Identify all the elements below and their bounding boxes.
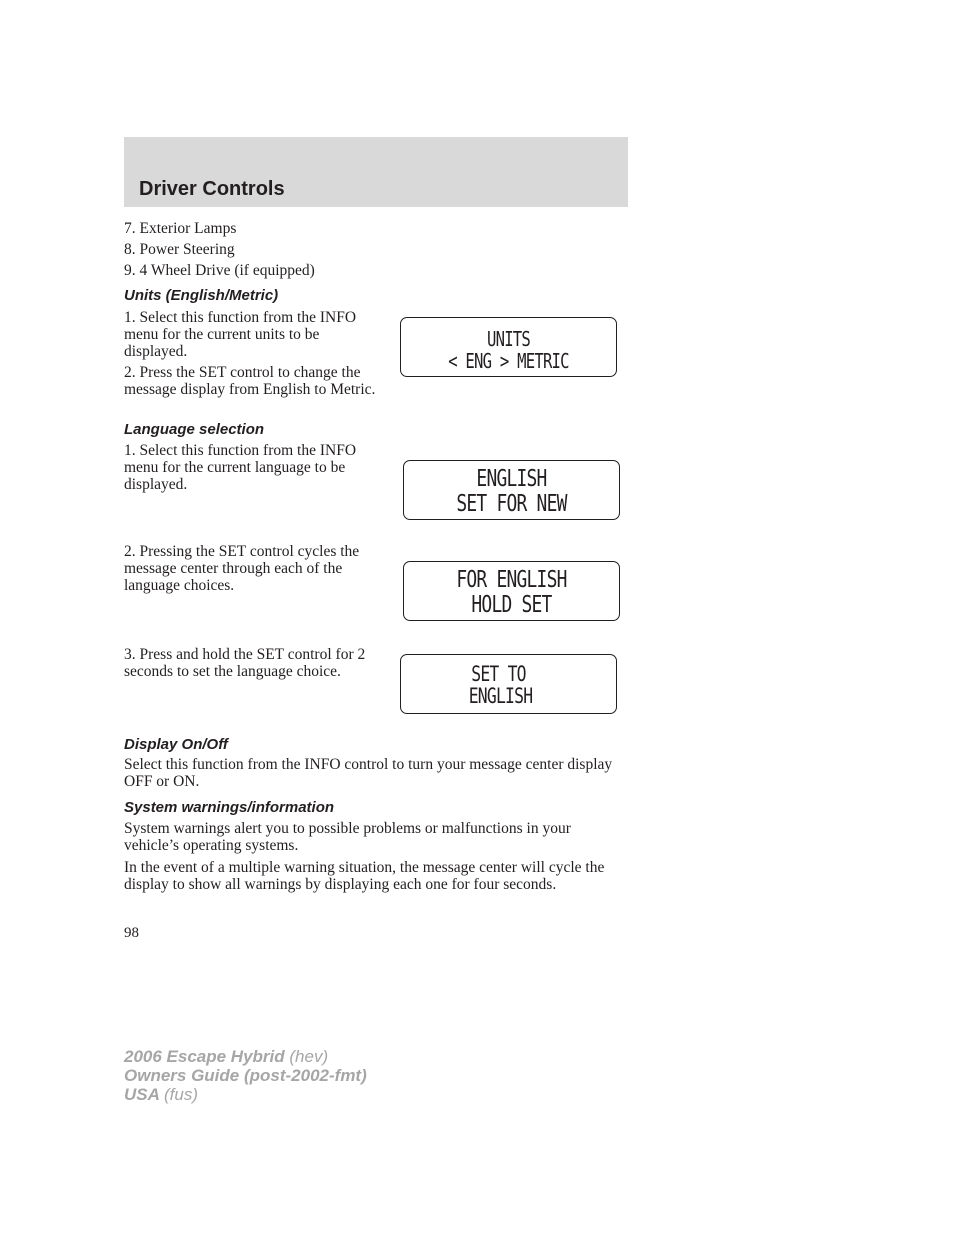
language-display-2 xyxy=(403,561,620,621)
display-line-1: ENGLISH xyxy=(476,466,547,492)
list-item: 8. Power Steering xyxy=(124,241,235,258)
units-display xyxy=(400,317,617,377)
display-line-1: UNITS xyxy=(486,327,531,351)
footer-market-code: (fus) xyxy=(164,1085,198,1104)
list-item: 9. 4 Wheel Drive (if equipped) xyxy=(124,262,315,279)
system-warnings-para-1: System warnings alert you to possible problems or malfunctions in your vehicle’s operating systems. xyxy=(124,820,571,854)
language-step-3: 3. Press and hold the SET control for 2 seconds to set the language choice. xyxy=(124,646,366,680)
language-step-1: 1. Select this function from the INFO menu for the current language to be displayed. xyxy=(124,442,357,493)
display-line-2: < ENG > METRIC xyxy=(448,349,569,373)
page-number: 98 xyxy=(124,925,139,941)
footer-model-code: (hev) xyxy=(289,1047,329,1066)
language-display-1 xyxy=(403,460,620,520)
display-onoff-heading: Display On/Off xyxy=(124,736,228,753)
footer-line-1 xyxy=(124,1047,328,1066)
footer-market: USA xyxy=(124,1085,160,1104)
footer-model: 2006 Escape Hybrid xyxy=(124,1047,285,1066)
display-onoff-text: Select this function from the INFO control to turn your message center display OFF or ON. xyxy=(124,756,613,790)
language-step-2: 2. Pressing the SET control cycles the message center through each of the language choices. xyxy=(124,543,360,594)
display-line-1: FOR ENGLISH xyxy=(456,567,567,593)
section-title: Driver Controls xyxy=(139,178,285,200)
display-line-1: SET TO xyxy=(471,662,526,686)
display-line-2: ENGLISH xyxy=(468,684,533,708)
units-step-1: 1. Select this function from the INFO menu for the current units to be displayed. xyxy=(124,309,357,360)
language-display-3 xyxy=(400,654,617,714)
system-warnings-para-2: In the event of a multiple warning situation, the message center will cycle the display to show all warnings by displaying each one for four seconds. xyxy=(124,859,605,893)
units-heading: Units (English/Metric) xyxy=(124,287,279,304)
footer-line-3 xyxy=(124,1085,198,1104)
system-warnings-heading: System warnings/information xyxy=(124,799,335,816)
list-item: 7. Exterior Lamps xyxy=(124,220,237,237)
units-step-2: 2. Press the SET control to change the message display from English to Metric. xyxy=(124,364,376,398)
display-line-2: SET FOR NEW xyxy=(456,491,567,517)
language-heading: Language selection xyxy=(124,421,265,438)
display-line-2: HOLD SET xyxy=(471,592,552,618)
section-header xyxy=(124,137,628,207)
footer-line-2: Owners Guide (post-2002-fmt) xyxy=(124,1066,367,1085)
